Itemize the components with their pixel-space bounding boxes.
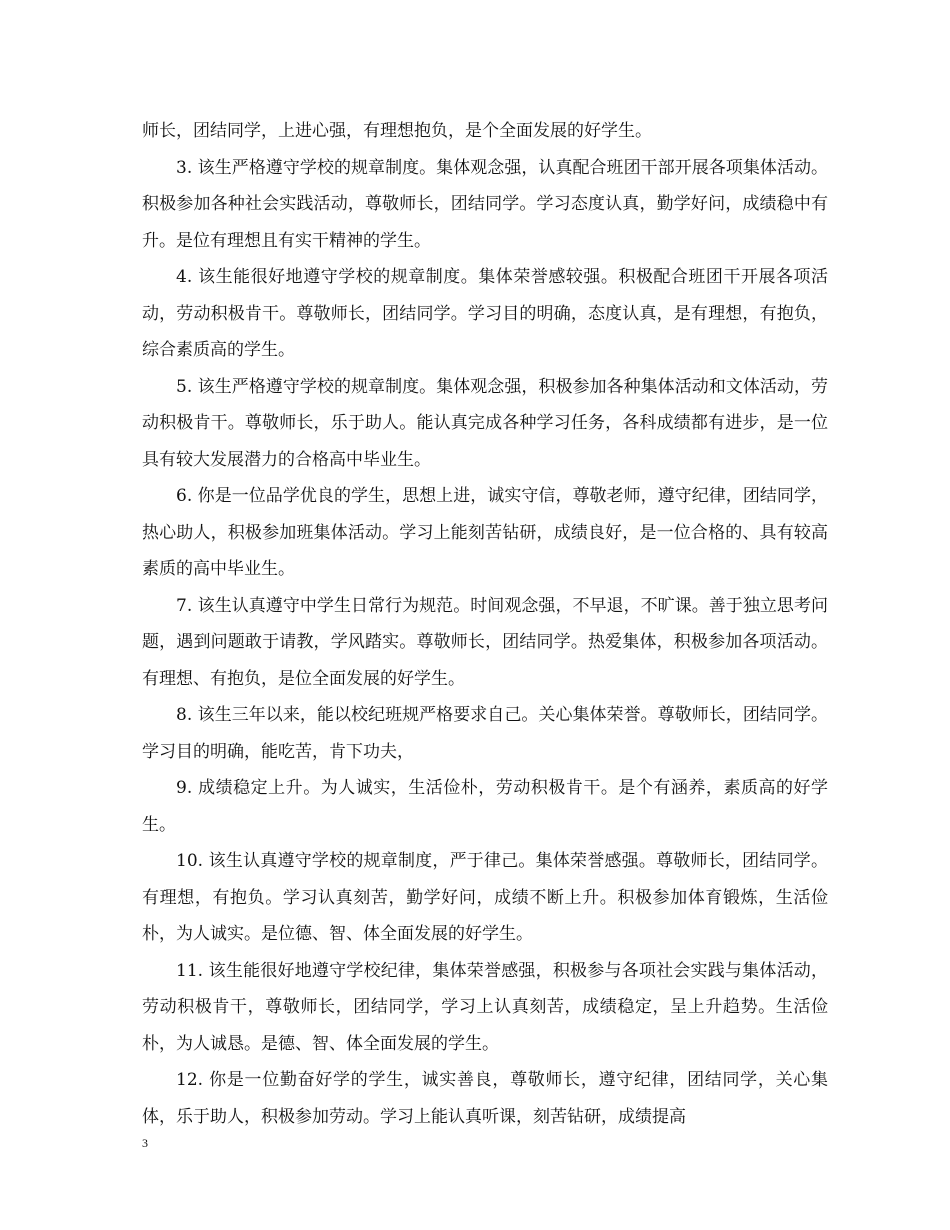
paragraph: 师长，团结同学，上进心强，有理想抱负，是个全面发展的好学生。 (142, 121, 652, 141)
paragraph: 8. 该生三年以来，能以校纪班规严格要求自己。关心集体荣誉。尊敬师长，团结同学。学习目的明确，能吃苦，肯下功夫， (142, 705, 828, 762)
paragraph: 9. 成绩稳定上升。为人诚实，生活俭朴，劳动积极肯干。是个有涵养，素质高的好学生。 (142, 778, 828, 835)
paragraph: 3. 该生严格遵守学校的规章制度。集体观念强，认真配合班团干部开展各项集体活动。积极参加各种社会实践活动，尊敬师长，团结同学。学习态度认真，勤学好问，成绩稳中有升。是位有理想且有实干精神的学生。 (142, 157, 828, 251)
paragraph: 4. 该生能很好地遵守学校的规章制度。集体荣誉感较强。积极配合班团干开展各项活动，劳动积极肯干。尊敬师长，团结同学。学习目的明确，态度认真，是有理想，有抱负，综合素质高的学生。 (142, 267, 828, 360)
page-number: 3 (142, 1136, 148, 1150)
document-body (142, 113, 828, 1135)
paragraph: 10. 该生认真遵守学校的规章制度，严于律己。集体荣誉感强。尊敬师长，团结同学。有理想，有抱负。学习认真刻苦，勤学好问，成绩不断上升。积极参加体育锻炼，生活俭朴，为人诚实。是位德、智、体全面发展的好学生。 (142, 851, 828, 944)
paragraph: 6. 你是一位品学优良的学生，思想上进，诚实守信，尊敬老师，遵守纪律，团结同学，热心助人，积极参加班集体活动。学习上能刻苦钻研，成绩良好，是一位合格的、具有较高素质的高中毕业生。 (142, 486, 828, 579)
paragraph: 7. 该生认真遵守中学生日常行为规范。时间观念强，不早退，不旷课。善于独立思考问题，遇到问题敢于请教，学风踏实。尊敬师长，团结同学。热爱集体，积极参加各项活动。有理想、有抱负，是位全面发展的好学生。 (142, 595, 828, 689)
paragraph: 5. 该生严格遵守学校的规章制度。集体观念强，积极参加各种集体活动和文体活动，劳动积极肯干。尊敬师长，乐于助人。能认真完成各种学习任务，各科成绩都有进步，是一位具有较大发展潜力的合格高中毕业生。 (142, 376, 828, 470)
paragraph: 11. 该生能很好地遵守学校纪律，集体荣誉感强，积极参与各项社会实践与集体活动，劳动积极肯干，尊敬师长，团结同学，学习上认真刻苦，成绩稳定，呈上升趋势。生活俭朴，为人诚恳。是德、智、体全面发展的学生。 (142, 960, 828, 1054)
paragraph: 12. 你是一位勤奋好学的学生，诚实善良，尊敬师长，遵守纪律，团结同学，关心集体，乐于助人，积极参加劳动。学习上能认真听课，刻苦钻研，成绩提高 (142, 1070, 828, 1127)
